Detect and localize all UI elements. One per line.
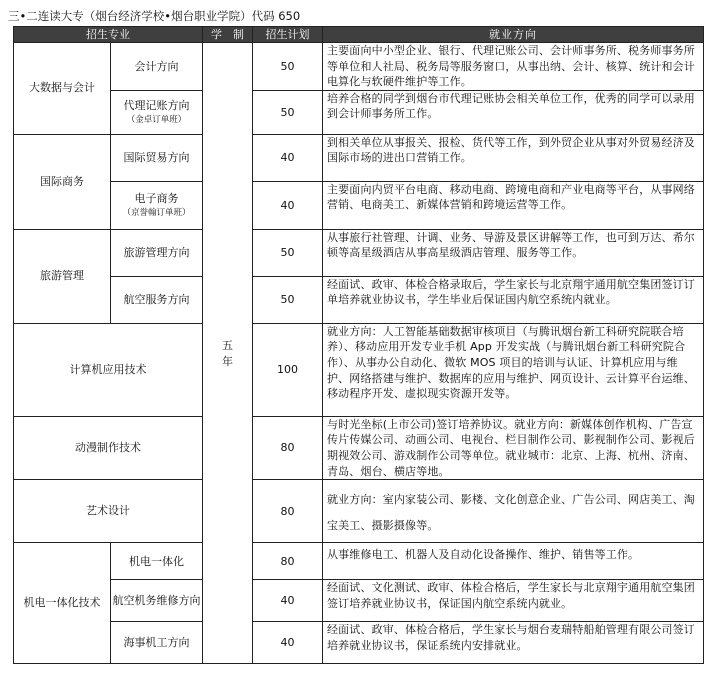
- table-row: [14, 543, 704, 580]
- table-row: [14, 134, 704, 181]
- table-row: [14, 276, 704, 323]
- table-row: [14, 229, 704, 276]
- employment-cell: 经面试、政审、体检合格后，学生家长与烟台麦瑞特船舶管理有限公司签订培养就业协议书，保证系统内安排就业。: [323, 622, 704, 664]
- table-row: [14, 181, 704, 229]
- plan-cell: 40: [253, 134, 323, 181]
- employment-cell: 到相关单位从事报关、报检、货代等工作，到外贸企业从事对外贸易经济及国际市场的进出口营销工作。: [323, 134, 704, 181]
- plan-cell: 40: [253, 181, 323, 229]
- sub-major-note: （金卓订单班）: [126, 115, 187, 126]
- employment-cell: 主要面向中小型企业、银行、代理记账公司、会计师事务所、税务师事务所等单位和人社局、税务局等服务窗口，从事出纳、会计、核算、统计和会计电算化与软硬件维护等工作。: [323, 43, 704, 91]
- sub-major-cell: [111, 90, 203, 134]
- header-plan: 招生计划: [253, 27, 323, 43]
- employment-cell: 从事维修电工、机器人及自动化设备操作、维护、销售等工作。: [323, 543, 704, 580]
- category-cell: 艺术设计: [14, 480, 203, 543]
- sub-major-cell: 旅游管理方向: [111, 229, 203, 276]
- table-row: [14, 43, 704, 91]
- sub-major-cell: 海事机工方向: [111, 622, 203, 664]
- duration-cell: 五 年: [203, 43, 253, 664]
- table-row: [14, 480, 704, 543]
- page-title: 三•二连读大专（烟台经济学校•烟台职业学院）代码 650: [8, 9, 301, 23]
- plan-cell: 50: [253, 90, 323, 134]
- table-row: [14, 90, 704, 134]
- category-cell: 机电一体化技术: [14, 543, 111, 664]
- header-employment: 就业方向: [323, 27, 704, 43]
- table-header-row: [14, 27, 704, 43]
- employment-cell: 就业方向：室内家装公司、影楼、文化创意企业、广告公司、网店美工、淘宝美工、摄影摄像等。: [323, 480, 704, 543]
- sub-major-cell: 航空机务维修方向: [111, 580, 203, 622]
- enrollment-table: [13, 26, 704, 664]
- table-row: [14, 580, 704, 622]
- plan-cell: 50: [253, 229, 323, 276]
- sub-major-cell: 机电一体化: [111, 543, 203, 580]
- sub-major-cell: 航空服务方向: [111, 276, 203, 323]
- employment-cell: 培养合格的同学到烟台市代理记账协会相关单位工作，优秀的同学可以录用到会计师事务所工作。: [323, 90, 704, 134]
- employment-cell: 从事旅行社管理、计调、业务、导游及景区讲解等工作，也可到万达、希尔顿等高星级酒店从事高星级酒店管理、服务等工作。: [323, 229, 704, 276]
- plan-cell: 50: [253, 43, 323, 91]
- plan-cell: 50: [253, 276, 323, 323]
- employment-cell: 经面试、政审、体检合格录取后，学生家长与北京翔宇通用航空集团签订订单培养就业协议书，学生毕业后保证国内航空系统内就业。: [323, 276, 704, 323]
- category-cell: 旅游管理: [14, 229, 111, 323]
- plan-cell: 100: [253, 323, 323, 416]
- sub-major-label: 电子商务: [134, 192, 179, 206]
- plan-cell: 80: [253, 480, 323, 543]
- category-cell: 国际商务: [14, 134, 111, 229]
- table-row: [14, 622, 704, 664]
- category-cell: 动漫制作技术: [14, 416, 203, 479]
- table-row: [14, 416, 704, 479]
- plan-cell: 40: [253, 580, 323, 622]
- table-row: [14, 323, 704, 416]
- sub-major-cell: 国际贸易方向: [111, 134, 203, 181]
- header-duration: 学 制: [203, 27, 253, 43]
- employment-cell: 经面试、文化测试、政审、体检合格后，学生家长与北京翔宇通用航空集团签订培养就业协议书，保证国内航空系统内就业。: [323, 580, 704, 622]
- employment-cell: 主要面向内贸平台电商、移动电商、跨境电商和产业电商等平台，从事网络营销、电商美工、新媒体营销和跨境运营等工作。: [323, 181, 704, 229]
- sub-major-cell: [111, 181, 203, 229]
- plan-cell: 40: [253, 622, 323, 664]
- plan-cell: 80: [253, 416, 323, 479]
- employment-cell: 就业方向：人工智能基础数据审核项目（与腾讯烟台新工科研究院联合培养）、移动应用开发专业手机 App 开发实战（与腾讯烟台新工科研究院合作）、从事办公自动化、微软 MOS 项目的培训与认证、计算机应用与维护、网络搭建与维护、数据库的应用与维护、网页设计、云计算平台运维、移动程序开发、虚拟现实资源开发等。: [323, 323, 704, 416]
- category-cell: 计算机应用技术: [14, 323, 203, 416]
- sub-major-note: （京誉翰订单班）: [122, 208, 191, 219]
- sub-major-cell: 会计方向: [111, 43, 203, 91]
- plan-cell: 80: [253, 543, 323, 580]
- sub-major-label: 代理记账方向: [123, 99, 190, 113]
- employment-cell: 与时光坐标(上市公司)签订培养协议。就业方向：新媒体创作机构、广告宣传片传媒公司、动画公司、电视台、栏目制作公司、影视制作公司、影视后期视效公司、游戏制作公司等单位。就业城市：北京、上海、杭州、济南、青岛、烟台、横店等地。: [323, 416, 704, 479]
- category-cell: 大数据与会计: [14, 43, 111, 135]
- header-major: 招生专业: [14, 27, 203, 43]
